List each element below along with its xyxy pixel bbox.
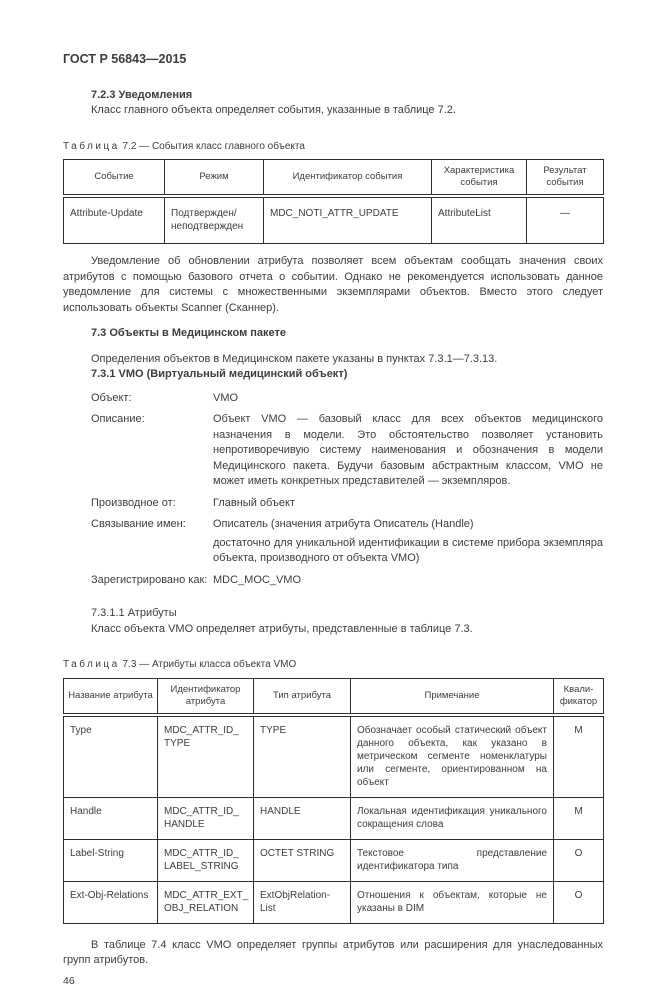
section-7-2-3-heading: 7.2.3 Уведомления [63, 88, 603, 104]
table-cell: M [554, 797, 604, 839]
definition-row-object [63, 391, 603, 407]
definition-label: Связывание имен: [91, 517, 213, 567]
table-cell: MDC_ATTR_ID_ HANDLE [158, 797, 254, 839]
table-cell: OCTET STRING [254, 839, 351, 881]
table-header-cell: Результат события [527, 160, 604, 197]
table-header-cell: Событие [64, 160, 165, 197]
attributes-table-header-row [64, 678, 604, 715]
document-header: ГОСТ Р 56843—2015 [63, 52, 603, 68]
definition-label: Объект: [91, 391, 213, 407]
table-header-cell: Название атрибута [64, 678, 158, 715]
definition-row-derived-from [63, 496, 603, 512]
definition-row-registered-as [63, 573, 603, 589]
table-cell: Handle [64, 797, 158, 839]
attributes-table [63, 678, 604, 924]
definition-label: Зарегистрировано как: [91, 573, 213, 589]
definition-value: VMO [213, 391, 603, 407]
table-cell: Текстовое представление идентификатора типа [351, 839, 554, 881]
closing-paragraph: В таблице 7.4 класс VMO определяет группы атрибутов или расширения для унаследованных групп атрибутов. [63, 938, 603, 969]
table-cell: TYPE [254, 715, 351, 798]
table-header-cell: Тип атрибута [254, 678, 351, 715]
definition-value: MDC_MOC_VMO [213, 573, 603, 589]
table-cell: MDC_ATTR_ID_ LABEL_STRING [158, 839, 254, 881]
table-cell: ExtObjRelation- List [254, 881, 351, 923]
table-cell: Type [64, 715, 158, 798]
table-7-2-caption [63, 139, 603, 155]
section-7-2-3-body: Класс главного объекта определяет события, указанные в таблице 7.2. [63, 103, 603, 119]
table-cell: Обозначает особый статический объект данного объекта, как указано в метрическом сегменте номенклатуры или сегменте, ориентированном на объект [351, 715, 554, 798]
page-number: 46 [63, 974, 603, 989]
table-cell: O [554, 839, 604, 881]
table-cell: Локальная идентификация уникального сокращения слова [351, 797, 554, 839]
table-header-cell: Квали- фикатор [554, 678, 604, 715]
table-row [64, 196, 604, 244]
definition-value: Объект VMO — базовый класс для всех объектов медицинского назначения в модели. Это обстоятельство позволяет установить непротиворечивую систему наименования и обозначения в модели Медицинского пакета. Будучи базовым абстрактным классом, VMO не может иметь конкретных представителей — экземпляров. [213, 412, 603, 490]
section-7-3-heading: 7.3 Объекты в Медицинском пакете [63, 326, 603, 342]
section-7-3-1-heading: 7.3.1 VMO (Виртуальный медицинский объект) [63, 367, 603, 383]
table-cell: MDC_NOTI_ATTR_UPDATE [264, 196, 432, 244]
table-row [64, 839, 604, 881]
definition-row-name-binding [63, 517, 603, 567]
table-cell: O [554, 881, 604, 923]
table-caption-text: 7.3 — Атрибуты класса объекта VMO [123, 659, 297, 670]
table-caption-text: 7.2 — События класс главного объекта [123, 141, 305, 152]
table-cell: MDC_ATTR_EXT_ OBJ_RELATION [158, 881, 254, 923]
table-row [64, 715, 604, 798]
definition-value-line-2: достаточно для уникальной идентификации в системе прибора экземпляра объекта, производного от объекта VMO) [213, 536, 603, 567]
table-header-cell: Идентификатор события [264, 160, 432, 197]
table-header-cell: Характеристика события [432, 160, 527, 197]
definition-value-line-1: Описатель (значения атрибута Описатель (Handle) [213, 517, 603, 533]
table-cell: Attribute-Update [64, 196, 165, 244]
table-header-cell: Режим [165, 160, 264, 197]
table-cell: HANDLE [254, 797, 351, 839]
section-7-3-1-1-body: Класс объекта VMO определяет атрибуты, представленные в таблице 7.3. [63, 622, 603, 638]
section-7-3-body: Определения объектов в Медицинском пакете указаны в пунктах 7.3.1—7.3.13. [63, 352, 603, 368]
table-cell: Label-String [64, 839, 158, 881]
table-caption-word: Таблица [63, 141, 120, 152]
paragraph-after-table-7-2: Уведомление об обновлении атрибута позволяет всем объектам сообщать значения своих атрибутов с помощью базового отчета о событии. Однако не рекомендуется использовать данное уведомление для системы с множественными экземплярами объектов. Вместо этого следует использовать объекты Scanner (Сканнер). [63, 254, 603, 316]
events-table [63, 159, 604, 244]
table-7-3-caption [63, 657, 603, 673]
table-row [64, 797, 604, 839]
table-row [64, 881, 604, 923]
table-cell: — [527, 196, 604, 244]
table-cell: Отношения к объектам, которые не указаны в DIM [351, 881, 554, 923]
table-cell: M [554, 715, 604, 798]
definition-label: Описание: [91, 412, 213, 490]
definition-value [213, 517, 603, 567]
events-table-header-row [64, 160, 604, 197]
definition-value: Главный объект [213, 496, 603, 512]
table-cell: MDC_ATTR_ID_ TYPE [158, 715, 254, 798]
table-cell: AttributeList [432, 196, 527, 244]
table-caption-word: Таблица [63, 659, 120, 670]
table-header-cell: Идентификатор атрибута [158, 678, 254, 715]
definition-label: Производное от: [91, 496, 213, 512]
table-cell: Ext-Obj-Relations [64, 881, 158, 923]
table-cell: Подтвержден/ неподтвержден [165, 196, 264, 244]
table-header-cell: Примечание [351, 678, 554, 715]
definition-row-description [63, 412, 603, 490]
section-7-3-1-1-heading: 7.3.1.1 Атрибуты [63, 606, 603, 622]
